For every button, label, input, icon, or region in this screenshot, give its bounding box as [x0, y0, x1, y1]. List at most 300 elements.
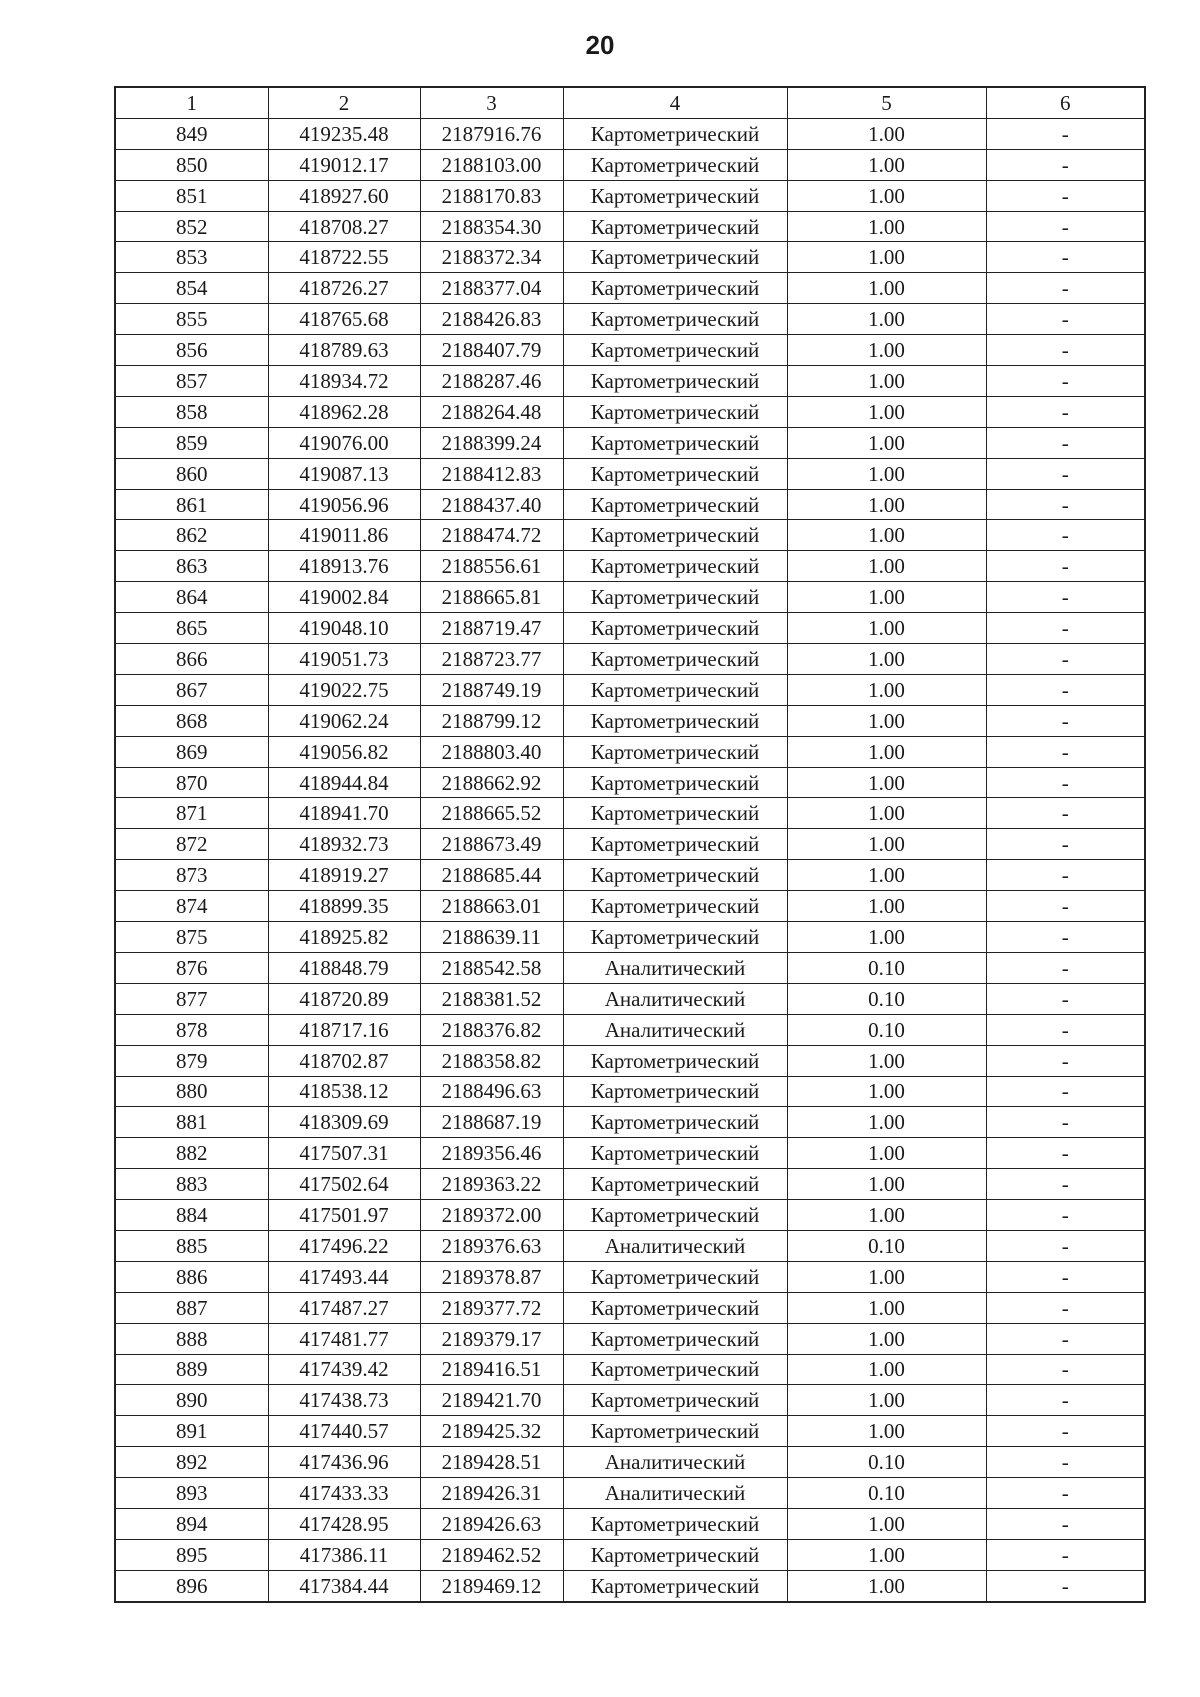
x-coordinate-cell: 419235.48: [268, 118, 420, 149]
point-number-cell: 891: [115, 1416, 268, 1447]
accuracy-cell: 1.00: [787, 335, 986, 366]
point-number-cell: 871: [115, 798, 268, 829]
column-header-2: 2: [268, 87, 420, 118]
point-number-cell: 881: [115, 1107, 268, 1138]
note-cell: -: [986, 1354, 1145, 1385]
method-cell: Картометрический: [563, 366, 787, 397]
x-coordinate-cell: 418934.72: [268, 366, 420, 397]
y-coordinate-cell: 2188749.19: [420, 674, 563, 705]
method-cell: Картометрический: [563, 798, 787, 829]
y-coordinate-cell: 2189462.52: [420, 1539, 563, 1570]
table-row: [115, 767, 1145, 798]
accuracy-cell: 1.00: [787, 1539, 986, 1570]
y-coordinate-cell: 2189376.63: [420, 1230, 563, 1261]
table-row: [115, 242, 1145, 273]
y-coordinate-cell: 2189377.72: [420, 1292, 563, 1323]
point-number-cell: 861: [115, 489, 268, 520]
table-row: [115, 1292, 1145, 1323]
column-header-6: 6: [986, 87, 1145, 118]
method-cell: Картометрический: [563, 674, 787, 705]
point-number-cell: 883: [115, 1169, 268, 1200]
table-row: [115, 118, 1145, 149]
note-cell: -: [986, 1478, 1145, 1509]
x-coordinate-cell: 419011.86: [268, 520, 420, 551]
accuracy-cell: 1.00: [787, 705, 986, 736]
method-cell: Картометрический: [563, 891, 787, 922]
accuracy-cell: 1.00: [787, 1292, 986, 1323]
table-row: [115, 366, 1145, 397]
y-coordinate-cell: 2188354.30: [420, 211, 563, 242]
y-coordinate-cell: 2189428.51: [420, 1447, 563, 1478]
method-cell: Картометрический: [563, 1169, 787, 1200]
point-number-cell: 886: [115, 1261, 268, 1292]
table-row: [115, 1323, 1145, 1354]
table-row: [115, 304, 1145, 335]
point-number-cell: 885: [115, 1230, 268, 1261]
accuracy-cell: 1.00: [787, 304, 986, 335]
note-cell: -: [986, 1508, 1145, 1539]
note-cell: -: [986, 1416, 1145, 1447]
table-row: [115, 582, 1145, 613]
y-coordinate-cell: 2189426.31: [420, 1478, 563, 1509]
x-coordinate-cell: 418913.76: [268, 551, 420, 582]
method-cell: Картометрический: [563, 335, 787, 366]
table-row: [115, 551, 1145, 582]
x-coordinate-cell: 418899.35: [268, 891, 420, 922]
accuracy-cell: 0.10: [787, 1447, 986, 1478]
y-coordinate-cell: 2188673.49: [420, 829, 563, 860]
column-header-5: 5: [787, 87, 986, 118]
note-cell: -: [986, 1447, 1145, 1478]
accuracy-cell: 1.00: [787, 427, 986, 458]
table-row: [115, 458, 1145, 489]
y-coordinate-cell: 2189379.17: [420, 1323, 563, 1354]
point-number-cell: 873: [115, 860, 268, 891]
method-cell: Картометрический: [563, 1200, 787, 1231]
y-coordinate-cell: 2188723.77: [420, 644, 563, 675]
x-coordinate-cell: 419056.82: [268, 736, 420, 767]
method-cell: Картометрический: [563, 1292, 787, 1323]
note-cell: -: [986, 304, 1145, 335]
point-number-cell: 866: [115, 644, 268, 675]
table-body: [115, 118, 1145, 1601]
point-number-cell: 860: [115, 458, 268, 489]
accuracy-cell: 1.00: [787, 180, 986, 211]
header-row: [115, 87, 1145, 118]
x-coordinate-cell: 419012.17: [268, 149, 420, 180]
point-number-cell: 863: [115, 551, 268, 582]
point-number-cell: 870: [115, 767, 268, 798]
method-cell: Аналитический: [563, 1447, 787, 1478]
point-number-cell: 868: [115, 705, 268, 736]
accuracy-cell: 1.00: [787, 1261, 986, 1292]
table-row: [115, 273, 1145, 304]
table-row: [115, 891, 1145, 922]
y-coordinate-cell: 2189425.32: [420, 1416, 563, 1447]
column-header-1: 1: [115, 87, 268, 118]
x-coordinate-cell: 417384.44: [268, 1570, 420, 1601]
method-cell: Картометрический: [563, 1416, 787, 1447]
point-number-cell: 892: [115, 1447, 268, 1478]
accuracy-cell: 1.00: [787, 273, 986, 304]
x-coordinate-cell: 418789.63: [268, 335, 420, 366]
x-coordinate-cell: 418919.27: [268, 860, 420, 891]
note-cell: -: [986, 1045, 1145, 1076]
x-coordinate-cell: 418722.55: [268, 242, 420, 273]
point-number-cell: 893: [115, 1478, 268, 1509]
method-cell: Картометрический: [563, 613, 787, 644]
table-row: [115, 335, 1145, 366]
table-row: [115, 705, 1145, 736]
note-cell: -: [986, 1107, 1145, 1138]
x-coordinate-cell: 419076.00: [268, 427, 420, 458]
note-cell: -: [986, 736, 1145, 767]
x-coordinate-cell: 418720.89: [268, 983, 420, 1014]
point-number-cell: 855: [115, 304, 268, 335]
y-coordinate-cell: 2189378.87: [420, 1261, 563, 1292]
note-cell: -: [986, 1200, 1145, 1231]
accuracy-cell: 1.00: [787, 736, 986, 767]
method-cell: Аналитический: [563, 1014, 787, 1045]
note-cell: -: [986, 489, 1145, 520]
y-coordinate-cell: 2188719.47: [420, 613, 563, 644]
method-cell: Картометрический: [563, 644, 787, 675]
note-cell: -: [986, 1323, 1145, 1354]
x-coordinate-cell: 418708.27: [268, 211, 420, 242]
point-number-cell: 879: [115, 1045, 268, 1076]
note-cell: -: [986, 1169, 1145, 1200]
y-coordinate-cell: 2188264.48: [420, 396, 563, 427]
y-coordinate-cell: 2188803.40: [420, 736, 563, 767]
table-row: [115, 489, 1145, 520]
method-cell: Картометрический: [563, 396, 787, 427]
x-coordinate-cell: 419051.73: [268, 644, 420, 675]
note-cell: -: [986, 1076, 1145, 1107]
point-number-cell: 854: [115, 273, 268, 304]
point-number-cell: 896: [115, 1570, 268, 1601]
table-row: [115, 613, 1145, 644]
note-cell: -: [986, 427, 1145, 458]
table-row: [115, 1107, 1145, 1138]
coordinates-table: [114, 86, 1146, 1603]
accuracy-cell: 1.00: [787, 1508, 986, 1539]
accuracy-cell: 0.10: [787, 983, 986, 1014]
x-coordinate-cell: 419056.96: [268, 489, 420, 520]
accuracy-cell: 1.00: [787, 767, 986, 798]
note-cell: -: [986, 211, 1145, 242]
y-coordinate-cell: 2188287.46: [420, 366, 563, 397]
accuracy-cell: 1.00: [787, 798, 986, 829]
note-cell: -: [986, 366, 1145, 397]
point-number-cell: 852: [115, 211, 268, 242]
accuracy-cell: 1.00: [787, 458, 986, 489]
table-row: [115, 860, 1145, 891]
note-cell: -: [986, 613, 1145, 644]
accuracy-cell: 1.00: [787, 922, 986, 953]
point-number-cell: 882: [115, 1138, 268, 1169]
x-coordinate-cell: 418944.84: [268, 767, 420, 798]
method-cell: Картометрический: [563, 1138, 787, 1169]
x-coordinate-cell: 417487.27: [268, 1292, 420, 1323]
method-cell: Картометрический: [563, 1539, 787, 1570]
point-number-cell: 889: [115, 1354, 268, 1385]
y-coordinate-cell: 2188372.34: [420, 242, 563, 273]
x-coordinate-cell: 417502.64: [268, 1169, 420, 1200]
y-coordinate-cell: 2188662.92: [420, 767, 563, 798]
method-cell: Аналитический: [563, 1230, 787, 1261]
y-coordinate-cell: 2188381.52: [420, 983, 563, 1014]
method-cell: Картометрический: [563, 1570, 787, 1601]
note-cell: -: [986, 891, 1145, 922]
method-cell: Аналитический: [563, 952, 787, 983]
accuracy-cell: 1.00: [787, 366, 986, 397]
point-number-cell: 884: [115, 1200, 268, 1231]
table-row: [115, 983, 1145, 1014]
y-coordinate-cell: 2188426.83: [420, 304, 563, 335]
point-number-cell: 858: [115, 396, 268, 427]
table-row: [115, 1076, 1145, 1107]
table-row: [115, 1478, 1145, 1509]
accuracy-cell: 1.00: [787, 674, 986, 705]
table-row: [115, 396, 1145, 427]
accuracy-cell: 0.10: [787, 952, 986, 983]
accuracy-cell: 1.00: [787, 1354, 986, 1385]
y-coordinate-cell: 2188496.63: [420, 1076, 563, 1107]
x-coordinate-cell: 418538.12: [268, 1076, 420, 1107]
y-coordinate-cell: 2188437.40: [420, 489, 563, 520]
x-coordinate-cell: 419062.24: [268, 705, 420, 736]
x-coordinate-cell: 417433.33: [268, 1478, 420, 1509]
method-cell: Картометрический: [563, 118, 787, 149]
page-number: 20: [585, 30, 615, 60]
table-row: [115, 829, 1145, 860]
note-cell: -: [986, 180, 1145, 211]
y-coordinate-cell: 2188663.01: [420, 891, 563, 922]
method-cell: Картометрический: [563, 860, 787, 891]
method-cell: Картометрический: [563, 767, 787, 798]
x-coordinate-cell: 417481.77: [268, 1323, 420, 1354]
note-cell: -: [986, 582, 1145, 613]
point-number-cell: 857: [115, 366, 268, 397]
table-row: [115, 1230, 1145, 1261]
table-row: [115, 149, 1145, 180]
x-coordinate-cell: 417436.96: [268, 1447, 420, 1478]
note-cell: -: [986, 335, 1145, 366]
x-coordinate-cell: 418932.73: [268, 829, 420, 860]
y-coordinate-cell: 2189469.12: [420, 1570, 563, 1601]
point-number-cell: 865: [115, 613, 268, 644]
accuracy-cell: 1.00: [787, 1169, 986, 1200]
y-coordinate-cell: 2188412.83: [420, 458, 563, 489]
y-coordinate-cell: 2189416.51: [420, 1354, 563, 1385]
y-coordinate-cell: 2188170.83: [420, 180, 563, 211]
accuracy-cell: 1.00: [787, 211, 986, 242]
note-cell: -: [986, 644, 1145, 675]
point-number-cell: 888: [115, 1323, 268, 1354]
method-cell: Картометрический: [563, 551, 787, 582]
method-cell: Картометрический: [563, 180, 787, 211]
x-coordinate-cell: 417439.42: [268, 1354, 420, 1385]
note-cell: -: [986, 520, 1145, 551]
accuracy-cell: 1.00: [787, 1570, 986, 1601]
y-coordinate-cell: 2189426.63: [420, 1508, 563, 1539]
accuracy-cell: 1.00: [787, 891, 986, 922]
x-coordinate-cell: 417493.44: [268, 1261, 420, 1292]
accuracy-cell: 1.00: [787, 1200, 986, 1231]
accuracy-cell: 1.00: [787, 520, 986, 551]
y-coordinate-cell: 2188474.72: [420, 520, 563, 551]
x-coordinate-cell: 417438.73: [268, 1385, 420, 1416]
y-coordinate-cell: 2188542.58: [420, 952, 563, 983]
table-row: [115, 211, 1145, 242]
point-number-cell: 880: [115, 1076, 268, 1107]
method-cell: Картометрический: [563, 1354, 787, 1385]
table-row: [115, 674, 1145, 705]
accuracy-cell: 1.00: [787, 489, 986, 520]
y-coordinate-cell: 2189421.70: [420, 1385, 563, 1416]
method-cell: Аналитический: [563, 1478, 787, 1509]
note-cell: -: [986, 118, 1145, 149]
x-coordinate-cell: 418717.16: [268, 1014, 420, 1045]
point-number-cell: 850: [115, 149, 268, 180]
x-coordinate-cell: 418702.87: [268, 1045, 420, 1076]
accuracy-cell: 1.00: [787, 1385, 986, 1416]
y-coordinate-cell: 2188376.82: [420, 1014, 563, 1045]
point-number-cell: 875: [115, 922, 268, 953]
method-cell: Картометрический: [563, 736, 787, 767]
table-row: [115, 1169, 1145, 1200]
accuracy-cell: 1.00: [787, 829, 986, 860]
x-coordinate-cell: 418925.82: [268, 922, 420, 953]
method-cell: Картометрический: [563, 489, 787, 520]
point-number-cell: 864: [115, 582, 268, 613]
x-coordinate-cell: 418927.60: [268, 180, 420, 211]
y-coordinate-cell: 2188685.44: [420, 860, 563, 891]
point-number-cell: 877: [115, 983, 268, 1014]
note-cell: -: [986, 242, 1145, 273]
note-cell: -: [986, 273, 1145, 304]
method-cell: Аналитический: [563, 983, 787, 1014]
x-coordinate-cell: 418848.79: [268, 952, 420, 983]
method-cell: Картометрический: [563, 1323, 787, 1354]
column-header-4: 4: [563, 87, 787, 118]
method-cell: Картометрический: [563, 149, 787, 180]
accuracy-cell: 1.00: [787, 1416, 986, 1447]
y-coordinate-cell: 2189356.46: [420, 1138, 563, 1169]
table-row: [115, 922, 1145, 953]
note-cell: -: [986, 798, 1145, 829]
point-number-cell: 894: [115, 1508, 268, 1539]
table-row: [115, 1354, 1145, 1385]
point-number-cell: 878: [115, 1014, 268, 1045]
note-cell: -: [986, 1138, 1145, 1169]
x-coordinate-cell: 418726.27: [268, 273, 420, 304]
table-row: [115, 644, 1145, 675]
point-number-cell: 859: [115, 427, 268, 458]
y-coordinate-cell: 2188407.79: [420, 335, 563, 366]
note-cell: -: [986, 1385, 1145, 1416]
table-row: [115, 952, 1145, 983]
method-cell: Картометрический: [563, 427, 787, 458]
accuracy-cell: 1.00: [787, 396, 986, 427]
y-coordinate-cell: 2187916.76: [420, 118, 563, 149]
table-row: [115, 1539, 1145, 1570]
y-coordinate-cell: 2188103.00: [420, 149, 563, 180]
x-coordinate-cell: 419048.10: [268, 613, 420, 644]
accuracy-cell: 1.00: [787, 1138, 986, 1169]
accuracy-cell: 1.00: [787, 582, 986, 613]
x-coordinate-cell: 418765.68: [268, 304, 420, 335]
x-coordinate-cell: 419022.75: [268, 674, 420, 705]
note-cell: -: [986, 1570, 1145, 1601]
accuracy-cell: 1.00: [787, 551, 986, 582]
note-cell: -: [986, 983, 1145, 1014]
x-coordinate-cell: 417501.97: [268, 1200, 420, 1231]
point-number-cell: 887: [115, 1292, 268, 1323]
note-cell: -: [986, 705, 1145, 736]
accuracy-cell: 1.00: [787, 149, 986, 180]
note-cell: -: [986, 1014, 1145, 1045]
y-coordinate-cell: 2188358.82: [420, 1045, 563, 1076]
note-cell: -: [986, 149, 1145, 180]
y-coordinate-cell: 2188399.24: [420, 427, 563, 458]
x-coordinate-cell: 417440.57: [268, 1416, 420, 1447]
table-row: [115, 427, 1145, 458]
accuracy-cell: 0.10: [787, 1230, 986, 1261]
x-coordinate-cell: 419087.13: [268, 458, 420, 489]
x-coordinate-cell: 417496.22: [268, 1230, 420, 1261]
x-coordinate-cell: 419002.84: [268, 582, 420, 613]
table-row: [115, 736, 1145, 767]
y-coordinate-cell: 2188377.04: [420, 273, 563, 304]
point-number-cell: 876: [115, 952, 268, 983]
method-cell: Картометрический: [563, 211, 787, 242]
table-row: [115, 520, 1145, 551]
point-number-cell: 895: [115, 1539, 268, 1570]
table-row: [115, 1138, 1145, 1169]
table-row: [115, 1570, 1145, 1601]
x-coordinate-cell: 417507.31: [268, 1138, 420, 1169]
accuracy-cell: 1.00: [787, 613, 986, 644]
note-cell: -: [986, 458, 1145, 489]
method-cell: Картометрический: [563, 273, 787, 304]
y-coordinate-cell: 2188687.19: [420, 1107, 563, 1138]
method-cell: Картометрический: [563, 1385, 787, 1416]
note-cell: -: [986, 829, 1145, 860]
table-row: [115, 798, 1145, 829]
table-row: [115, 1385, 1145, 1416]
table-row: [115, 1416, 1145, 1447]
method-cell: Картометрический: [563, 829, 787, 860]
point-number-cell: 867: [115, 674, 268, 705]
accuracy-cell: 1.00: [787, 860, 986, 891]
x-coordinate-cell: 418941.70: [268, 798, 420, 829]
point-number-cell: 853: [115, 242, 268, 273]
note-cell: -: [986, 396, 1145, 427]
point-number-cell: 890: [115, 1385, 268, 1416]
accuracy-cell: 1.00: [787, 644, 986, 675]
method-cell: Картометрический: [563, 922, 787, 953]
note-cell: -: [986, 1230, 1145, 1261]
method-cell: Картометрический: [563, 242, 787, 273]
accuracy-cell: 0.10: [787, 1478, 986, 1509]
point-number-cell: 849: [115, 118, 268, 149]
note-cell: -: [986, 767, 1145, 798]
table-row: [115, 1447, 1145, 1478]
method-cell: Картометрический: [563, 1107, 787, 1138]
accuracy-cell: 1.00: [787, 1076, 986, 1107]
table-row: [115, 1045, 1145, 1076]
